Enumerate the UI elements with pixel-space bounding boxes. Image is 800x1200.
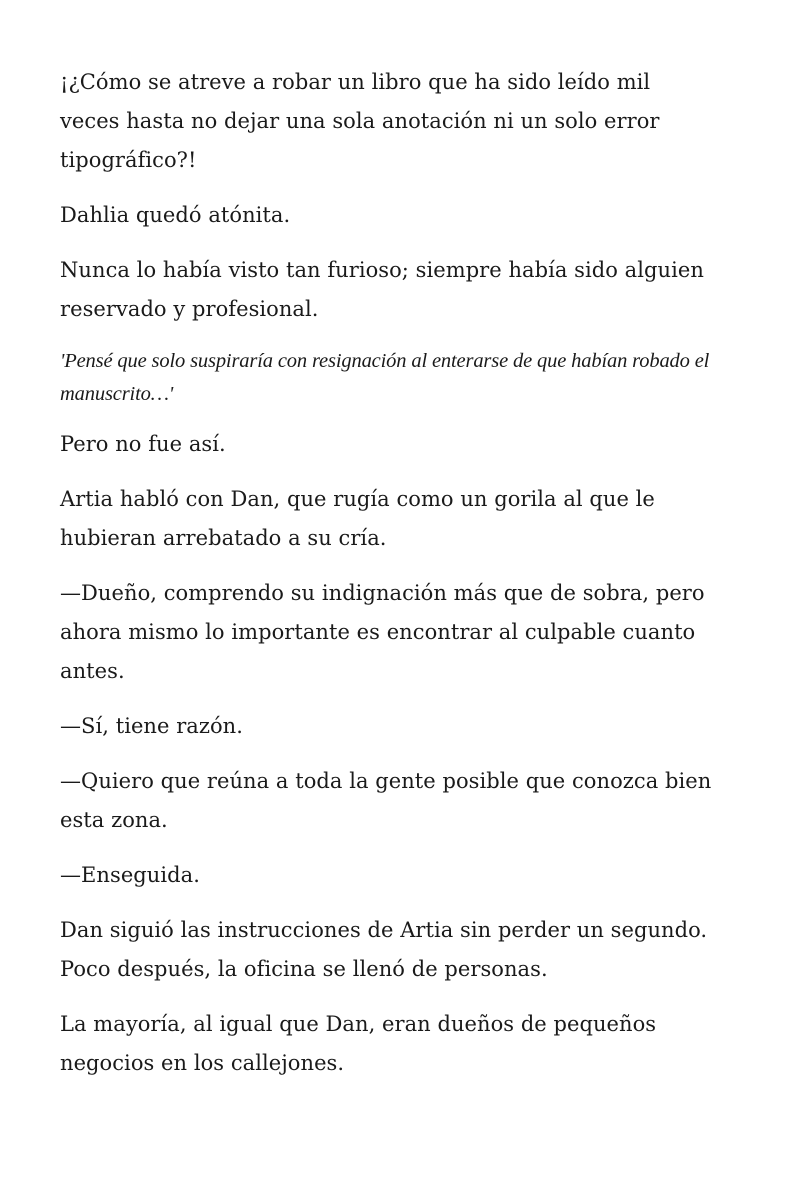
paragraph-10: [60, 856, 750, 895]
text-line: —Dueño, comprendo su indignación más que de sobra, pero: [60, 581, 705, 605]
paragraph-11: [60, 911, 750, 989]
text-line: antes.: [60, 659, 125, 683]
paragraph-6: [60, 480, 750, 558]
text-line: reservado y profesional.: [60, 297, 319, 321]
text-line: esta zona.: [60, 808, 168, 832]
text-line: hubieran arrebatado a su cría.: [60, 526, 387, 550]
text-line: Artia habló con Dan, que rugía como un gorila al que le: [60, 487, 655, 511]
paragraph-12: [60, 1005, 750, 1083]
text-line: veces hasta no dejar una sola anotación ni un solo error: [60, 109, 660, 133]
text-line: —Enseguida.: [60, 863, 200, 887]
paragraph-2: [60, 196, 750, 235]
text-line: 'Pensé que solo suspiraría con resignación al enterarse de que habían robado el: [60, 350, 710, 372]
text-line: Pero no fue así.: [60, 432, 226, 456]
text-line: Dahlia quedó atónita.: [60, 203, 291, 227]
text-line: ¡¿Cómo se atreve a robar un libro que ha sido leído mil: [60, 70, 651, 94]
text-line: La mayoría, al igual que Dan, eran dueños de pequeños: [60, 1012, 657, 1036]
text-line: manuscrito…': [60, 383, 174, 405]
text-line: —Sí, tiene razón.: [60, 714, 243, 738]
text-line: Poco después, la oficina se llenó de personas.: [60, 957, 548, 981]
text-line: Dan siguió las instrucciones de Artia sin perder un segundo.: [60, 918, 708, 942]
text-line: negocios en los callejones.: [60, 1051, 345, 1075]
text-line: tipográfico?!: [60, 148, 197, 172]
paragraph-7: [60, 574, 750, 691]
text-line: Nunca lo había visto tan furioso; siempre había sido alguien: [60, 258, 704, 282]
paragraph-5: [60, 425, 750, 464]
paragraph-1: [60, 63, 750, 180]
paragraph-thought-italic: [60, 345, 750, 411]
text-line: —Quiero que reúna a toda la gente posible que conozca bien: [60, 769, 712, 793]
paragraph-3: [60, 251, 750, 329]
paragraph-9: [60, 762, 750, 840]
page-body: [60, 63, 750, 1099]
paragraph-8: [60, 707, 750, 746]
text-line: ahora mismo lo importante es encontrar al culpable cuanto: [60, 620, 696, 644]
